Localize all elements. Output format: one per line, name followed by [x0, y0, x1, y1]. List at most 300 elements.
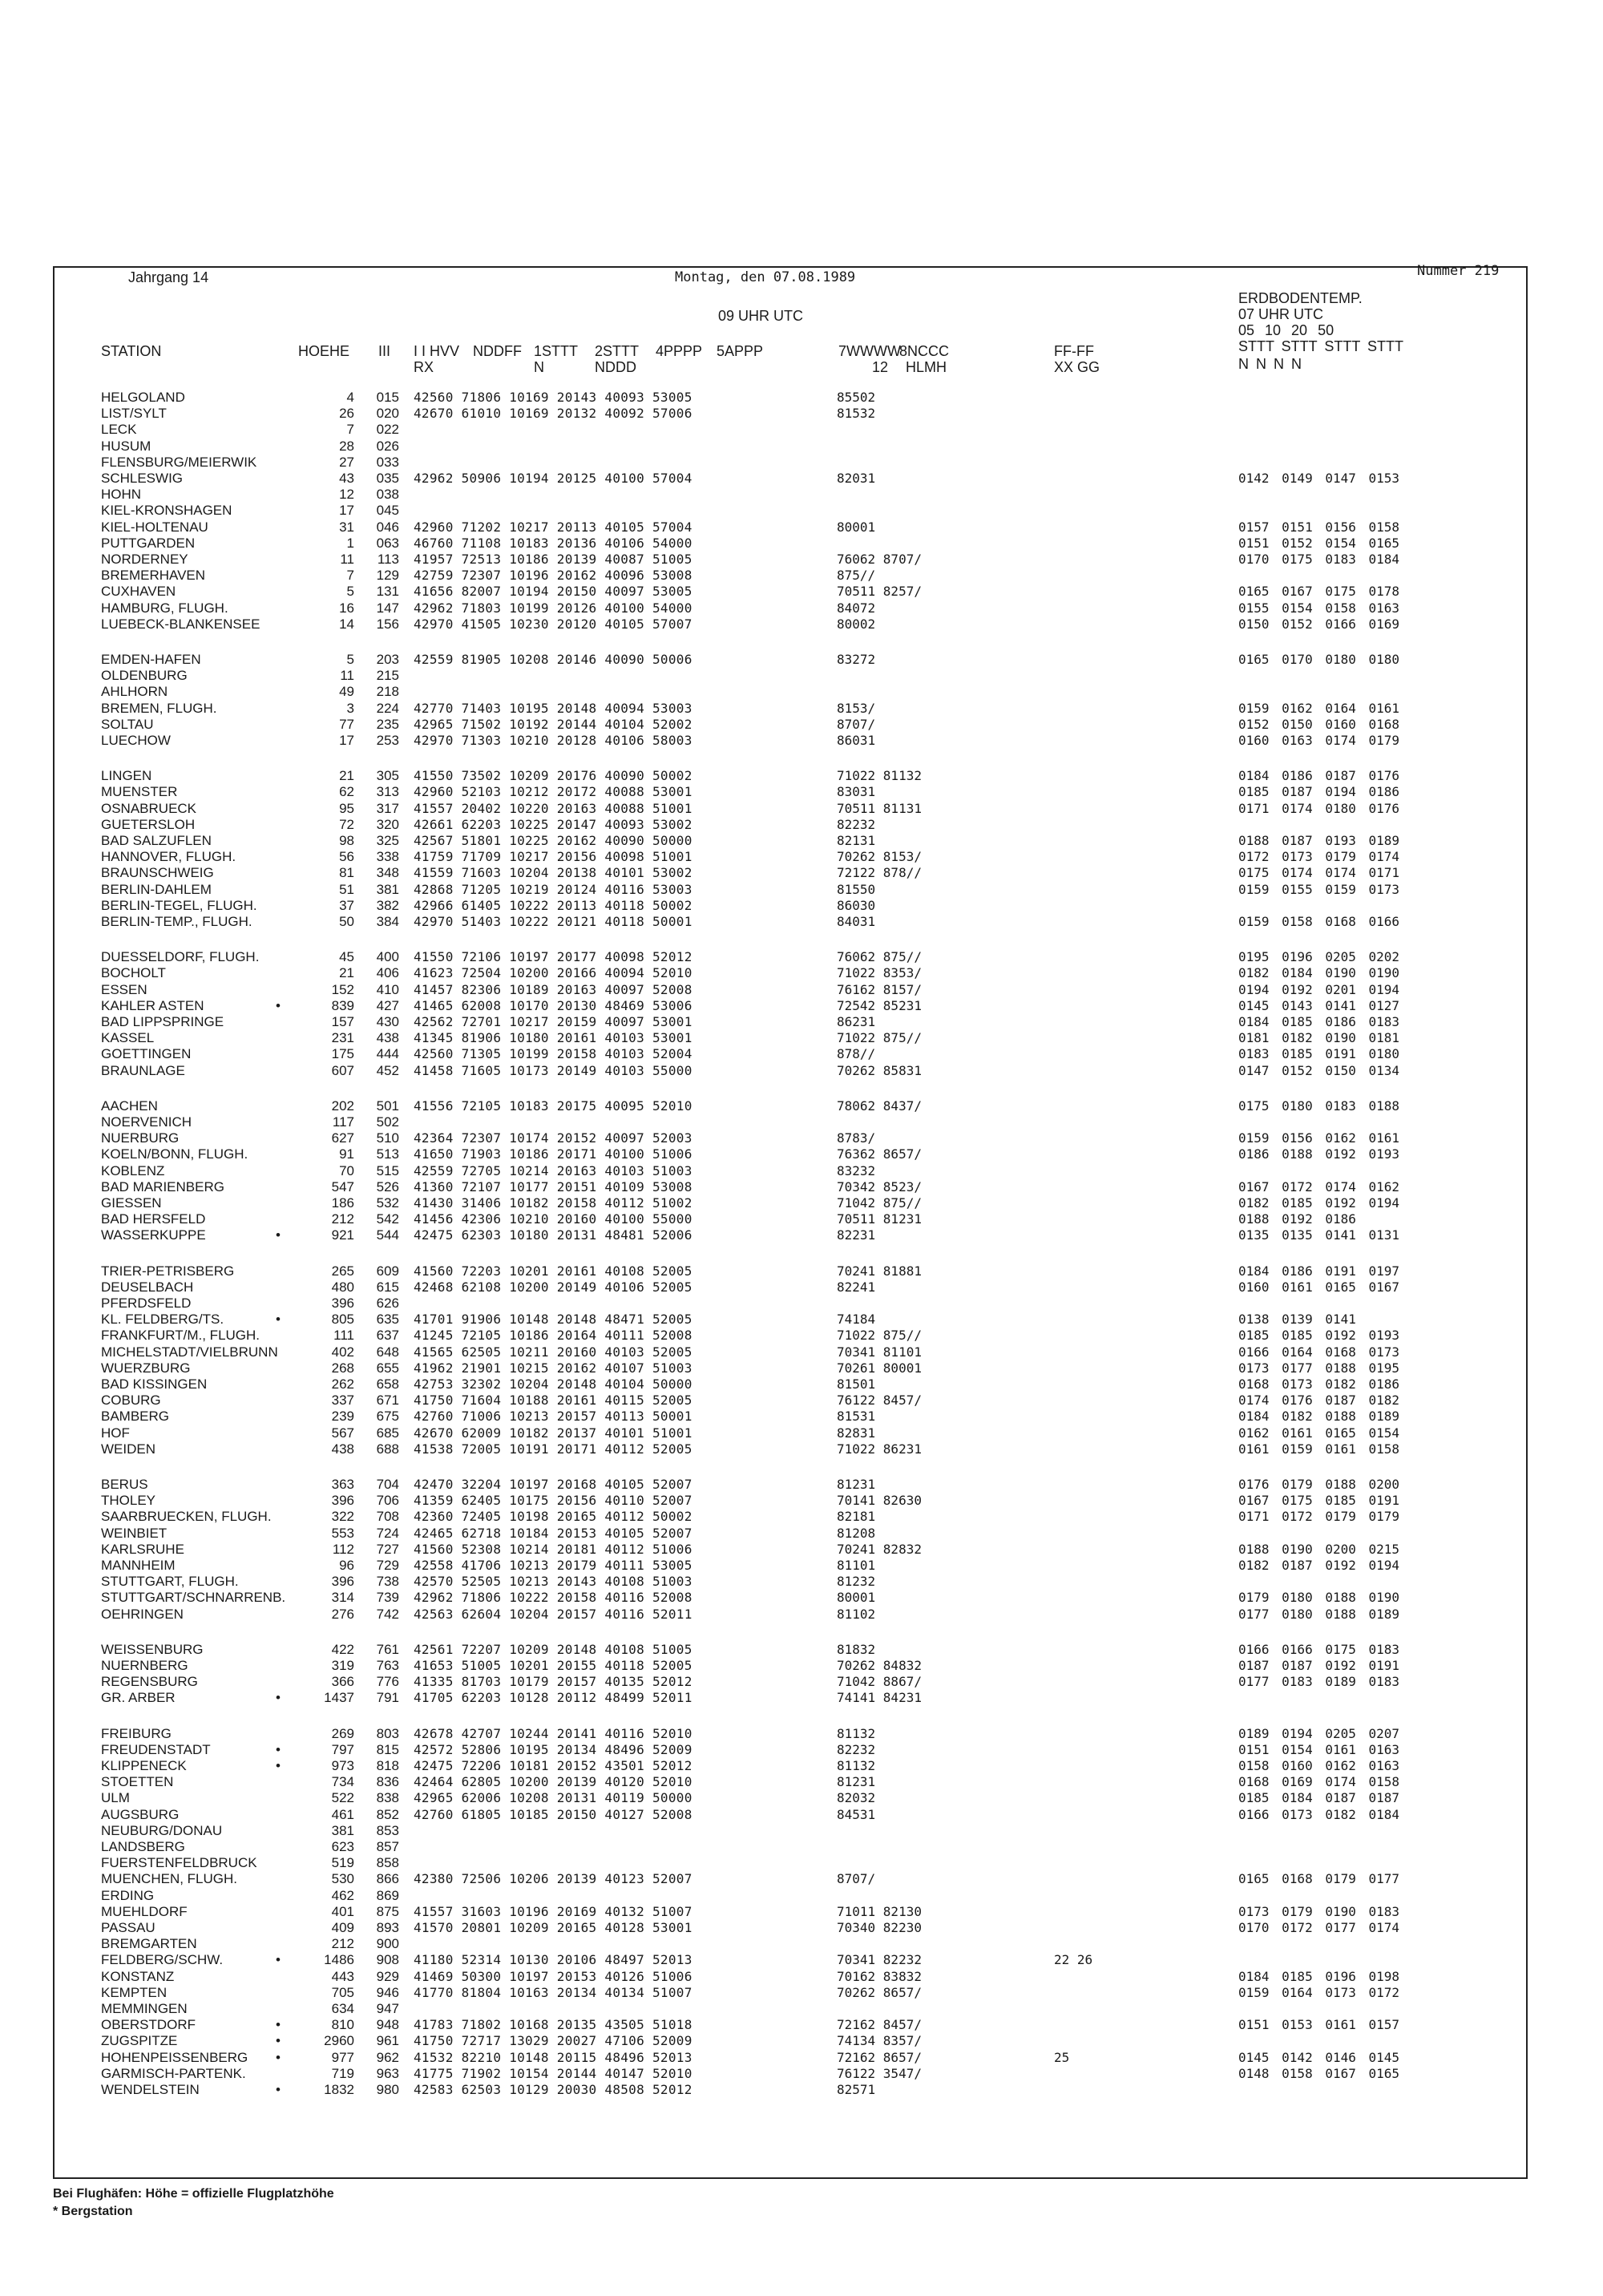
table-row: [0, 503, 1603, 519]
table-row: [0, 1855, 1603, 1871]
synop-groups: 42475 72206 10181 20152 43501 52012: [414, 1758, 692, 1773]
weather-cloud-groups: 82031: [837, 471, 876, 486]
station-height: 810: [331, 2017, 354, 2032]
synop-groups: 42360 72405 10198 20165 40112 50002: [414, 1509, 692, 1524]
station-height: 363: [331, 1477, 354, 1492]
synop-groups: 42563 62604 10204 20157 40116 52011: [414, 1607, 692, 1622]
station-number: 513: [376, 1146, 399, 1162]
weather-cloud-groups: 71022 875//: [837, 1328, 922, 1343]
table-row: [0, 1328, 1603, 1344]
station-height: 567: [331, 1425, 354, 1441]
mountain-station-mark: •: [276, 2082, 281, 2097]
station-height: 797: [331, 1742, 354, 1757]
weather-cloud-groups: 81231: [837, 1477, 876, 1492]
station-name: REGENSBURG: [101, 1674, 198, 1689]
station-number: 763: [376, 1658, 399, 1673]
station-name: LUEBECK-BLANKENSEE: [101, 616, 260, 632]
table-row: [0, 1590, 1603, 1606]
station-number: 046: [376, 519, 399, 535]
col-7wwww: 7WWWW: [838, 343, 901, 359]
col-5appp: 5APPP: [717, 343, 764, 359]
table-row: [0, 1807, 1603, 1823]
station-number: 946: [376, 1985, 399, 2000]
synop-groups: 41532 82210 10148 20115 48496 52013: [414, 2050, 692, 2065]
synop-groups: 42570 52505 10213 20143 40108 51003: [414, 1574, 692, 1589]
station-height: 152: [331, 982, 354, 997]
weather-cloud-groups: 8783/: [837, 1130, 876, 1146]
station-name: GR. ARBER: [101, 1690, 176, 1705]
soil-temperatures: 0177 0183 0189 0183: [1238, 1674, 1400, 1689]
station-height: 322: [331, 1509, 354, 1524]
mountain-station-mark: •: [276, 1227, 281, 1243]
synop-groups: 42962 71803 10199 20126 40100 54000: [414, 600, 692, 616]
soil-temperatures: 0151 0152 0154 0165: [1238, 536, 1400, 551]
table-row: [0, 898, 1603, 914]
soil-temperatures: 0155 0154 0158 0163: [1238, 600, 1400, 616]
station-number: 706: [376, 1493, 399, 1508]
station-number: 542: [376, 1211, 399, 1227]
station-number: 866: [376, 1871, 399, 1886]
soil-temperatures: 0167 0172 0174 0162: [1238, 1179, 1400, 1194]
soil-temperatures: 0184 0185 0186 0183: [1238, 1014, 1400, 1029]
station-height: 276: [331, 1607, 354, 1622]
table-row: [0, 982, 1603, 998]
soil-temperatures: 0188 0190 0200 0215: [1238, 1542, 1400, 1557]
station-height: 623: [331, 1839, 354, 1854]
col-xxgg: XX GG: [1054, 359, 1100, 375]
weather-cloud-groups: 70511 8257/: [837, 584, 922, 599]
synop-groups: 41465 62008 10170 20130 48469 53006: [414, 998, 692, 1013]
weather-cloud-groups: 82831: [837, 1425, 876, 1441]
station-name: KLIPPENECK: [101, 1758, 187, 1773]
table-row: [0, 1969, 1603, 1985]
station-name: KOELN/BONN, FLUGH.: [101, 1146, 248, 1162]
weather-cloud-groups: 72162 8457/: [837, 2017, 922, 2032]
table-row: [0, 768, 1603, 784]
table-row: [0, 1726, 1603, 1742]
station-name: PASSAU: [101, 1920, 155, 1935]
soil-temperatures: 0174 0176 0187 0182: [1238, 1393, 1400, 1408]
station-number: 381: [376, 882, 399, 897]
soil-temperatures: 0170 0175 0183 0184: [1238, 552, 1400, 567]
station-name: MUENSTER: [101, 784, 178, 799]
table-row: [0, 406, 1603, 422]
soil-temperatures: 0161 0159 0161 0158: [1238, 1441, 1400, 1457]
station-height: 973: [331, 1758, 354, 1773]
weather-cloud-groups: 81232: [837, 1574, 876, 1589]
soil-temperatures: 0171 0174 0180 0176: [1238, 801, 1400, 816]
station-number: 131: [376, 584, 399, 599]
synop-groups: 42678 42707 10244 20141 40116 52010: [414, 1726, 692, 1741]
weather-cloud-groups: 71022 8353/: [837, 965, 922, 980]
table-row: [0, 1574, 1603, 1590]
weather-cloud-groups: 78062 8437/: [837, 1098, 922, 1114]
station-name: BAMBERG: [101, 1409, 170, 1424]
table-row: [0, 552, 1603, 568]
synop-groups: 41430 31406 10182 20158 40112 51002: [414, 1195, 692, 1211]
synop-groups: 41957 72513 10186 20139 40087 51005: [414, 552, 692, 567]
table-row: [0, 1296, 1603, 1312]
station-number: 609: [376, 1263, 399, 1279]
soil-temperatures: 0184 0186 0187 0176: [1238, 768, 1400, 783]
station-number: 858: [376, 1855, 399, 1870]
weather-cloud-groups: 71022 875//: [837, 1030, 922, 1045]
col-station: STATION: [101, 343, 162, 359]
table-row: [0, 1179, 1603, 1195]
soil-temperatures: 0159 0155 0159 0173: [1238, 882, 1400, 897]
station-number: 427: [376, 998, 399, 1013]
station-name: WASSERKUPPE: [101, 1227, 206, 1243]
station-height: 14: [339, 616, 354, 632]
station-height: 11: [340, 668, 354, 683]
synop-groups: 41701 91906 10148 20148 48471 52005: [414, 1312, 692, 1327]
station-name: MUEHLDORF: [101, 1904, 188, 1919]
station-height: 72: [339, 817, 354, 832]
table-row: [0, 1509, 1603, 1525]
table-row: [0, 1493, 1603, 1509]
weather-cloud-groups: 71022 81132: [837, 768, 922, 783]
weather-cloud-groups: 70341 81101: [837, 1344, 922, 1360]
table-row: [0, 684, 1603, 700]
weather-cloud-groups: 76062 8707/: [837, 552, 922, 567]
station-number: 438: [376, 1030, 399, 1045]
station-number: 852: [376, 1807, 399, 1822]
station-number: 348: [376, 865, 399, 880]
station-height: 11: [340, 552, 354, 567]
station-height: 5: [346, 652, 354, 667]
station-number: 615: [376, 1279, 399, 1295]
station-number: 838: [376, 1790, 399, 1805]
station-number: 020: [376, 406, 399, 421]
station-number: 962: [376, 2050, 399, 2065]
station-number: 727: [376, 1542, 399, 1557]
station-name: KAHLER ASTEN: [101, 998, 204, 1013]
weather-cloud-groups: 72162 8657/: [837, 2050, 922, 2065]
station-name: STUTTGART, FLUGH.: [101, 1574, 239, 1589]
station-number: 724: [376, 1526, 399, 1541]
table-row: [0, 1888, 1603, 1904]
station-height: 547: [331, 1179, 354, 1194]
station-name: FUERSTENFELDBRUCK: [101, 1855, 257, 1870]
station-height: 95: [339, 801, 354, 816]
table-row: [0, 1195, 1603, 1211]
table-row: [0, 833, 1603, 849]
station-name: AACHEN: [101, 1098, 158, 1114]
soil-temperatures: 0173 0177 0188 0195: [1238, 1360, 1400, 1376]
station-number: 502: [376, 1114, 399, 1130]
station-name: ZUGSPITZE: [101, 2033, 178, 2048]
station-name: CUXHAVEN: [101, 584, 176, 599]
table-row: [0, 536, 1603, 552]
soil-temperatures: 0173 0179 0190 0183: [1238, 1904, 1400, 1919]
synop-groups: 41557 31603 10196 20169 40132 51007: [414, 1904, 692, 1919]
table-row: [0, 455, 1603, 471]
weather-cloud-groups: 81132: [837, 1726, 876, 1741]
soil-temperatures: 0186 0188 0192 0193: [1238, 1146, 1400, 1162]
weather-cloud-groups: 72542 85231: [837, 998, 922, 1013]
weather-cloud-groups: 70342 8523/: [837, 1179, 922, 1194]
station-height: 1: [346, 536, 354, 551]
footnote-airport: Bei Flughäfen: Höhe = offizielle Flugplatzhöhe: [53, 2187, 334, 2201]
soil-temperatures: 0184 0185 0196 0198: [1238, 1969, 1400, 1984]
synop-groups: 41570 20801 10209 20165 40128 53001: [414, 1920, 692, 1935]
soil-temperatures: 0175 0180 0183 0188: [1238, 1098, 1400, 1114]
station-name: LINGEN: [101, 768, 152, 783]
col-nddff: NDDFF: [473, 343, 522, 359]
station-name: MEMMINGEN: [101, 2001, 188, 2016]
synop-groups: 41962 21901 10215 20162 40107 51003: [414, 1360, 692, 1376]
station-name: HANNOVER, FLUGH.: [101, 849, 236, 864]
station-height: 31: [339, 519, 354, 535]
table-row: [0, 1790, 1603, 1806]
station-name: KONSTANZ: [101, 1969, 175, 1984]
station-height: 239: [331, 1409, 354, 1424]
station-number: 544: [376, 1227, 399, 1243]
station-number: 400: [376, 949, 399, 964]
station-number: 406: [376, 965, 399, 980]
station-name: DEUSELBACH: [101, 1279, 194, 1295]
synop-groups: 42464 62805 10200 20139 40120 52010: [414, 1774, 692, 1789]
soil-temperatures: 0159 0164 0173 0172: [1238, 1985, 1400, 2000]
station-number: 648: [376, 1344, 399, 1360]
station-name: GARMISCH-PARTENK.: [101, 2066, 246, 2081]
soil-temperatures: 0168 0173 0182 0186: [1238, 1376, 1400, 1392]
station-name: GUETERSLOH: [101, 817, 196, 832]
station-height: 81: [339, 865, 354, 880]
col-12: 12: [872, 359, 889, 375]
table-row: [0, 965, 1603, 981]
station-number: 635: [376, 1312, 399, 1327]
table-row: [0, 616, 1603, 633]
station-number: 729: [376, 1558, 399, 1573]
station-number: 033: [376, 455, 399, 470]
weather-cloud-groups: 81102: [837, 1607, 876, 1622]
synop-groups: 42670 62009 10182 20137 40101 51001: [414, 1425, 692, 1441]
station-number: 410: [376, 982, 399, 997]
station-height: 337: [331, 1393, 354, 1408]
weather-cloud-groups: 82231: [837, 1227, 876, 1243]
synop-groups: 41335 81703 10179 20157 40135 52012: [414, 1674, 692, 1689]
synop-groups: 41550 72106 10197 20177 40098 52012: [414, 949, 692, 964]
weather-cloud-groups: 82181: [837, 1509, 876, 1524]
station-height: 396: [331, 1296, 354, 1311]
weather-cloud-groups: 81832: [837, 1642, 876, 1657]
soil-temperatures: 0185 0184 0187 0187: [1238, 1790, 1400, 1805]
weather-cloud-groups: 8707/: [837, 1871, 876, 1886]
col-hlmh: HLMH: [906, 359, 947, 375]
station-number: 215: [376, 668, 399, 683]
station-name: KASSEL: [101, 1030, 155, 1045]
station-height: 175: [331, 1046, 354, 1061]
weather-cloud-groups: 84072: [837, 600, 876, 616]
col-rx: RX: [414, 359, 434, 375]
soil-temperatures: 0158 0160 0162 0163: [1238, 1758, 1400, 1773]
station-name: AHLHORN: [101, 684, 168, 699]
soil-temperatures: 0167 0175 0185 0191: [1238, 1493, 1400, 1508]
table-row: [0, 1477, 1603, 1493]
table-row: [0, 2082, 1603, 2098]
soil-temperatures: 0166 0173 0182 0184: [1238, 1807, 1400, 1822]
station-name: EMDEN-HAFEN: [101, 652, 201, 667]
soil-temperatures: 0138 0139 0141: [1238, 1312, 1356, 1327]
synop-groups: 42560 71305 10199 20158 40103 52004: [414, 1046, 692, 1061]
table-row: [0, 865, 1603, 881]
weather-cloud-groups: 70262 85831: [837, 1063, 922, 1078]
soil-temperatures: 0194 0192 0201 0194: [1238, 982, 1400, 997]
station-number: 235: [376, 717, 399, 732]
station-number: 761: [376, 1642, 399, 1657]
soil-temperatures: 0160 0163 0174 0179: [1238, 733, 1400, 748]
station-number: 022: [376, 422, 399, 437]
synop-groups: 41456 42306 10210 20160 40100 55000: [414, 1211, 692, 1227]
weather-cloud-groups: 8153/: [837, 701, 876, 716]
station-height: 43: [339, 471, 354, 486]
station-height: 262: [331, 1376, 354, 1392]
station-height: 438: [331, 1441, 354, 1457]
synop-groups: 42670 61010 10169 20132 40092 57006: [414, 406, 692, 421]
station-name: NUERNBERG: [101, 1658, 188, 1673]
station-number: 671: [376, 1393, 399, 1408]
synop-groups: 42559 81905 10208 20146 40090 50006: [414, 652, 692, 667]
soil-temperatures: 0145 0143 0141 0127: [1238, 998, 1400, 1013]
station-height: 265: [331, 1263, 354, 1279]
station-name: DUESSELDORF, FLUGH.: [101, 949, 260, 964]
station-name: NEUBURG/DONAU: [101, 1823, 223, 1838]
synop-groups: 41750 71604 10188 20161 40115 52005: [414, 1393, 692, 1408]
weather-cloud-groups: 83031: [837, 784, 876, 799]
soil-temperatures: 0185 0187 0194 0186: [1238, 784, 1400, 799]
station-height: 553: [331, 1526, 354, 1541]
weather-cloud-groups: 76062 875//: [837, 949, 922, 964]
weather-cloud-groups: 74184: [837, 1312, 876, 1327]
soil-temperatures: 0152 0150 0160 0168: [1238, 717, 1400, 732]
station-number: 501: [376, 1098, 399, 1114]
station-name: HOHENPEISSENBERG: [101, 2050, 248, 2065]
station-height: 422: [331, 1642, 354, 1657]
station-height: 977: [331, 2050, 354, 2065]
station-name: GOETTINGEN: [101, 1046, 192, 1061]
table-row: [0, 422, 1603, 438]
mountain-station-mark: •: [276, 1952, 281, 1967]
table-row: [0, 2033, 1603, 2049]
station-height: 186: [331, 1195, 354, 1211]
synop-groups: 42760 71006 10213 20157 40113 50001: [414, 1409, 692, 1424]
synop-groups: 42966 61405 10222 20113 40118 50002: [414, 898, 692, 913]
weather-cloud-groups: 70511 81231: [837, 1211, 922, 1227]
table-row: [0, 668, 1603, 684]
station-height: 91: [339, 1146, 354, 1162]
station-number: 818: [376, 1758, 399, 1773]
soil-temperatures: 0170 0172 0177 0174: [1238, 1920, 1400, 1935]
table-row: [0, 1871, 1603, 1887]
weather-cloud-groups: 82232: [837, 817, 876, 832]
table-row: [0, 1758, 1603, 1774]
soil-temperatures: 0159 0162 0164 0161: [1238, 701, 1400, 716]
synop-groups: 42558 41706 10213 20179 40111 53005: [414, 1558, 692, 1573]
station-height: 49: [339, 684, 354, 699]
table-row: [0, 519, 1603, 536]
station-number: 675: [376, 1409, 399, 1424]
station-number: 510: [376, 1130, 399, 1146]
soil-temperatures: 0135 0135 0141 0131: [1238, 1227, 1400, 1243]
synop-groups: 41557 20402 10220 20163 40088 51001: [414, 801, 692, 816]
station-number: 026: [376, 439, 399, 454]
station-height: 26: [339, 406, 354, 421]
weather-cloud-groups: 875//: [837, 568, 876, 583]
station-number: 961: [376, 2033, 399, 2048]
station-name: WENDELSTEIN: [101, 2082, 200, 2097]
station-height: 839: [331, 998, 354, 1013]
station-number: 908: [376, 1952, 399, 1967]
col-hvv: I I HVV: [414, 343, 460, 359]
table-row: [0, 471, 1603, 487]
mountain-station-mark: •: [276, 1690, 281, 1705]
col-1sttt: 1STTT: [534, 343, 579, 359]
synop-groups: 41360 72107 10177 20151 40109 53008: [414, 1179, 692, 1194]
weather-cloud-groups: 71011 82130: [837, 1904, 922, 1919]
station-number: 815: [376, 1742, 399, 1757]
weather-cloud-groups: 8707/: [837, 717, 876, 732]
synop-groups: 41359 62405 10175 20156 40110 52007: [414, 1493, 692, 1508]
synop-groups: 42562 72701 10217 20159 40097 53001: [414, 1014, 692, 1029]
gust-groups: 25: [1054, 2050, 1070, 2065]
table-row: [0, 1690, 1603, 1706]
synop-groups: 41538 72005 10191 20171 40112 52005: [414, 1441, 692, 1457]
synop-groups: 42561 72207 10209 20148 40108 51005: [414, 1642, 692, 1657]
station-height: 634: [331, 2001, 354, 2016]
station-number: 317: [376, 801, 399, 816]
table-row: [0, 390, 1603, 406]
station-number: 688: [376, 1441, 399, 1457]
station-name: BOCHOLT: [101, 965, 166, 980]
weather-cloud-groups: 72122 878//: [837, 865, 922, 880]
station-name: GIESSEN: [101, 1195, 162, 1211]
weather-cloud-groups: 84031: [837, 914, 876, 929]
station-number: 452: [376, 1063, 399, 1078]
soil-temperatures: 0159 0158 0168 0166: [1238, 914, 1400, 929]
weather-cloud-groups: 86030: [837, 898, 876, 913]
station-name: STUTTGART/SCHNARRENB.: [101, 1590, 286, 1605]
station-number: 947: [376, 2001, 399, 2016]
station-number: 853: [376, 1823, 399, 1838]
station-name: NORDERNEY: [101, 552, 188, 567]
station-height: 396: [331, 1493, 354, 1508]
station-height: 16: [339, 600, 354, 616]
col-ff: FF-FF: [1054, 343, 1094, 359]
station-height: 461: [331, 1807, 354, 1822]
station-height: 17: [339, 733, 354, 748]
station-name: BRAUNLAGE: [101, 1063, 185, 1078]
station-height: 480: [331, 1279, 354, 1295]
table-row: [0, 1227, 1603, 1243]
weather-cloud-groups: 70162 83832: [837, 1969, 922, 1984]
station-number: 742: [376, 1607, 399, 1622]
mountain-station-mark: •: [276, 2017, 281, 2032]
station-name: LANDSBERG: [101, 1839, 185, 1854]
station-name: HUSUM: [101, 439, 151, 454]
synop-groups: 41550 73502 10209 20176 40090 50002: [414, 768, 692, 783]
soil-temperatures: 0181 0182 0190 0181: [1238, 1030, 1400, 1045]
station-name: FRANKFURT/M., FLUGH.: [101, 1328, 260, 1343]
weather-cloud-groups: 81531: [837, 1409, 876, 1424]
weather-cloud-groups: 70261 80001: [837, 1360, 922, 1376]
soil-temp-time: 07 UHR UTC: [1238, 306, 1324, 322]
station-name: BREMGARTEN: [101, 1936, 197, 1951]
station-name: KIEL-HOLTENAU: [101, 519, 208, 535]
station-number: 382: [376, 898, 399, 913]
station-name: PUTTGARDEN: [101, 536, 196, 551]
soil-temperatures: 0187 0187 0192 0191: [1238, 1658, 1400, 1673]
